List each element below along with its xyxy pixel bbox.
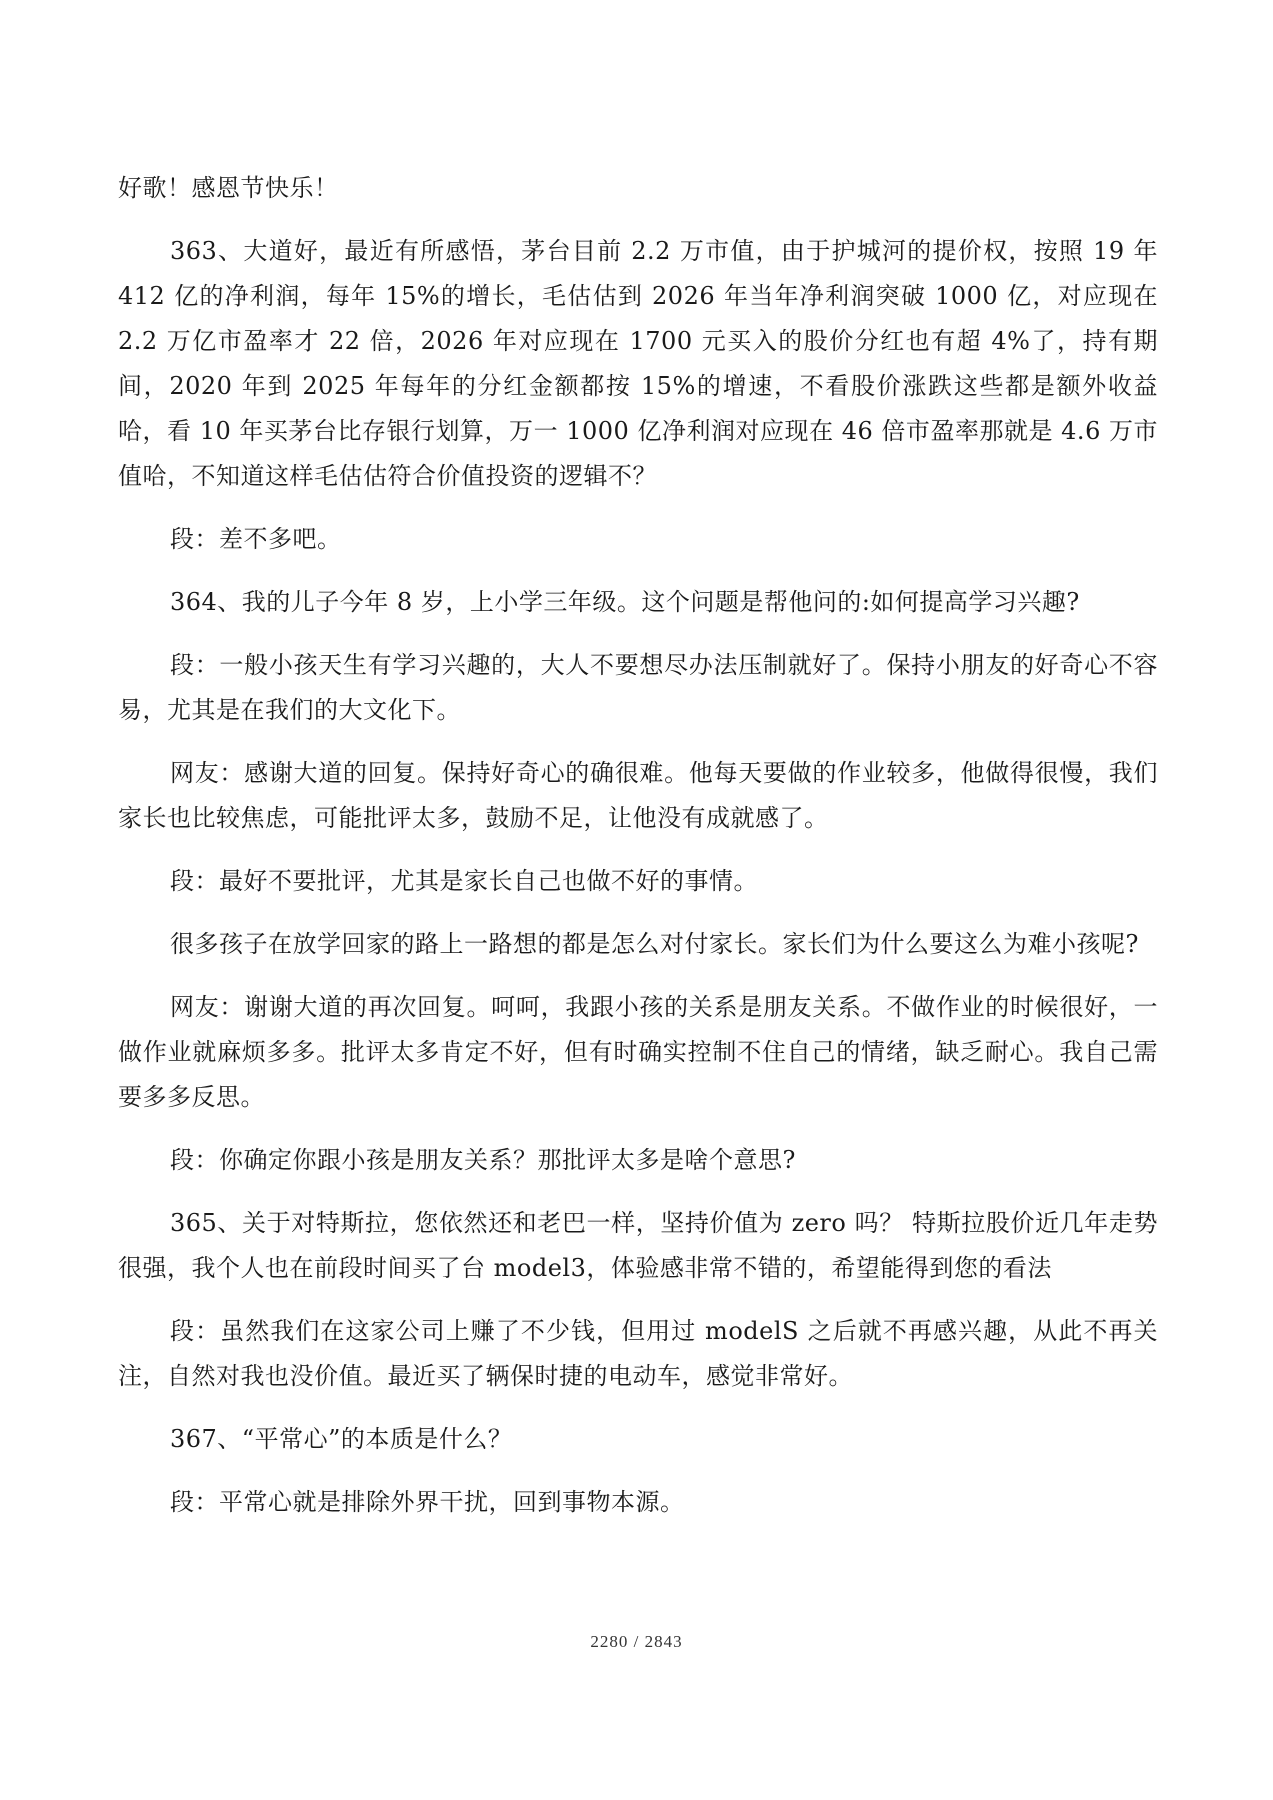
paragraph: 段：你确定你跟小孩是朋友关系？那批评太多是啥个意思?: [170, 1146, 796, 1174]
paragraph: 网友：谢谢大道的再次回复。呵呵，我跟小孩的关系是朋友关系。不做作业的时候很好，一做作业就麻烦多多。批评太多肯定不好，但有时确实控制不住自己的情绪，缺乏耐心。我自己需要多多反思。: [118, 993, 1158, 1111]
paragraph: 段：最好不要批评，尤其是家长自己也做不好的事情。: [170, 867, 758, 895]
paragraph: 365、关于对特斯拉，您依然还和老巴一样，坚持价值为 zero 吗？ 特斯拉股价近几年走势很强，我个人也在前段时间买了台 model3，体验感非常不错的，希望能得到您的看法: [118, 1209, 1158, 1282]
paragraph: 网友：感谢大道的回复。保持好奇心的确很难。他每天要做的作业较多，他做得很慢，我们家长也比较焦虑，可能批评太多，鼓励不足，让他没有成就感了。: [118, 759, 1158, 832]
page-number: 2280 / 2843: [590, 1632, 683, 1651]
paragraph: 很多孩子在放学回家的路上一路想的都是怎么对付家长。家长们为什么要这么为难小孩呢?: [170, 930, 1139, 958]
paragraph: 段：差不多吧。: [170, 525, 342, 553]
paragraph: 段：虽然我们在这家公司上赚了不少钱，但用过 modelS 之后就不再感兴趣，从此不再关注，自然对我也没价值。最近买了辆保时捷的电动车，感觉非常好。: [118, 1317, 1158, 1390]
paragraph: 好歌！感恩节快乐！: [118, 174, 339, 202]
paragraph: 367、“平常心”的本质是什么？: [170, 1425, 513, 1453]
paragraph: 段：一般小孩天生有学习兴趣的，大人不要想尽办法压制就好了。保持小朋友的好奇心不容易，尤其是在我们的大文化下。: [118, 651, 1158, 724]
paragraph: 363、大道好，最近有所感悟，茅台目前 2.2 万市值，由于护城河的提价权，按照 19 年 412 亿的净利润，每年 15%的增长，毛估估到 2026 年当年净利润突破 1000 亿，对应现在 2.2 万亿市盈率才 22 倍，2026 年对应现在 1700 元买入的股价分红也有超 4%了，持有期间，2020 年到 2025 年每年的分红金额都按 15%的增速，不看股价涨跌这些都是额外收益哈，看 10 年买茅台比存银行划算，万一 1000 亿净利润对应现在 46 倍市盈率那就是 4.6 万市值哈，不知道这样毛估估符合价值投资的逻辑不？: [118, 237, 1158, 490]
paragraph: 段：平常心就是排除外界干扰，回到事物本源。: [170, 1488, 685, 1516]
paragraph: 364、我的儿子今年 8 岁，上小学三年级。这个问题是帮他问的:如何提高学习兴趣?: [170, 588, 1080, 616]
document-body: [118, 166, 1158, 1543]
